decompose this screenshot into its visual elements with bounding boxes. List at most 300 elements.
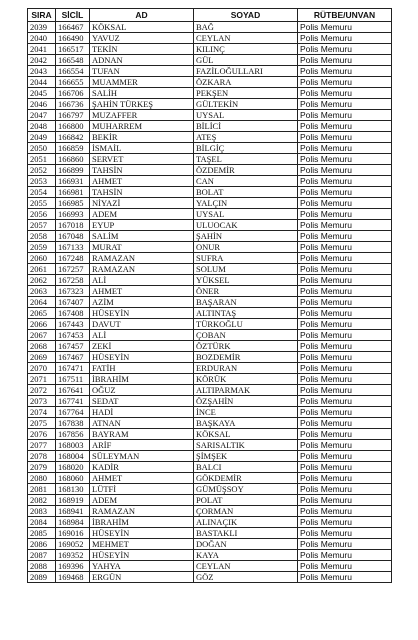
cell-ad: MUAMMER bbox=[90, 77, 194, 88]
cell-rutbe: Polis Memuru bbox=[298, 176, 392, 187]
cell-sicil: 167764 bbox=[56, 407, 90, 418]
cell-sira: 2078 bbox=[28, 451, 56, 462]
table-row bbox=[28, 286, 392, 297]
cell-ad: MUZAFFER bbox=[90, 110, 194, 121]
table-row bbox=[28, 110, 392, 121]
cell-ad: ZEKİ bbox=[90, 341, 194, 352]
cell-rutbe: Polis Memuru bbox=[298, 22, 392, 33]
cell-rutbe: Polis Memuru bbox=[298, 121, 392, 132]
table-row bbox=[28, 275, 392, 286]
cell-sicil: 168004 bbox=[56, 451, 90, 462]
cell-sira: 2048 bbox=[28, 121, 56, 132]
cell-soyad: SOLUM bbox=[194, 264, 298, 275]
cell-ad: ADEM bbox=[90, 209, 194, 220]
cell-sira: 2071 bbox=[28, 374, 56, 385]
cell-rutbe: Polis Memuru bbox=[298, 363, 392, 374]
table-row bbox=[28, 341, 392, 352]
cell-rutbe: Polis Memuru bbox=[298, 572, 392, 583]
table-row bbox=[28, 44, 392, 55]
cell-rutbe: Polis Memuru bbox=[298, 330, 392, 341]
cell-sicil: 167258 bbox=[56, 275, 90, 286]
table-row bbox=[28, 539, 392, 550]
cell-rutbe: Polis Memuru bbox=[298, 242, 392, 253]
cell-soyad: GÜL bbox=[194, 55, 298, 66]
cell-sira: 2044 bbox=[28, 77, 56, 88]
table-row bbox=[28, 55, 392, 66]
cell-sira: 2053 bbox=[28, 176, 56, 187]
cell-sicil: 167641 bbox=[56, 385, 90, 396]
cell-rutbe: Polis Memuru bbox=[298, 539, 392, 550]
cell-soyad: BİLİCİ bbox=[194, 121, 298, 132]
cell-sira: 2047 bbox=[28, 110, 56, 121]
cell-ad: ALİ bbox=[90, 330, 194, 341]
cell-rutbe: Polis Memuru bbox=[298, 33, 392, 44]
table-row bbox=[28, 297, 392, 308]
cell-rutbe: Polis Memuru bbox=[298, 286, 392, 297]
cell-rutbe: Polis Memuru bbox=[298, 473, 392, 484]
cell-ad: MURAT bbox=[90, 242, 194, 253]
cell-ad: TUFAN bbox=[90, 66, 194, 77]
cell-soyad: GÜLTEKİN bbox=[194, 99, 298, 110]
cell-soyad: BOZDEMİR bbox=[194, 352, 298, 363]
table-row bbox=[28, 308, 392, 319]
cell-ad: SERVET bbox=[90, 154, 194, 165]
cell-sicil: 169016 bbox=[56, 528, 90, 539]
cell-ad: LÜTFİ bbox=[90, 484, 194, 495]
table-row bbox=[28, 187, 392, 198]
cell-ad: RAMAZAN bbox=[90, 506, 194, 517]
cell-rutbe: Polis Memuru bbox=[298, 132, 392, 143]
table-row bbox=[28, 154, 392, 165]
cell-sira: 2054 bbox=[28, 187, 56, 198]
header-ad: AD bbox=[90, 9, 194, 22]
table-row bbox=[28, 220, 392, 231]
table-row bbox=[28, 440, 392, 451]
cell-sira: 2065 bbox=[28, 308, 56, 319]
cell-rutbe: Polis Memuru bbox=[298, 506, 392, 517]
cell-soyad: ONUR bbox=[194, 242, 298, 253]
cell-sira: 2089 bbox=[28, 572, 56, 583]
cell-sira: 2080 bbox=[28, 473, 56, 484]
cell-rutbe: Polis Memuru bbox=[298, 528, 392, 539]
cell-ad: BAYRAM bbox=[90, 429, 194, 440]
cell-soyad: BOLAT bbox=[194, 187, 298, 198]
cell-rutbe: Polis Memuru bbox=[298, 418, 392, 429]
cell-rutbe: Polis Memuru bbox=[298, 440, 392, 451]
cell-sira: 2072 bbox=[28, 385, 56, 396]
cell-ad: RAMAZAN bbox=[90, 264, 194, 275]
table-row bbox=[28, 429, 392, 440]
header-sicil: SİCİL bbox=[56, 9, 90, 22]
table-row bbox=[28, 165, 392, 176]
cell-ad: ADEM bbox=[90, 495, 194, 506]
cell-sira: 2041 bbox=[28, 44, 56, 55]
cell-soyad: CEYLAN bbox=[194, 33, 298, 44]
table-row bbox=[28, 473, 392, 484]
cell-soyad: ÖZDEMİR bbox=[194, 165, 298, 176]
table-row bbox=[28, 121, 392, 132]
cell-soyad: ÖZKARA bbox=[194, 77, 298, 88]
cell-rutbe: Polis Memuru bbox=[298, 550, 392, 561]
table-row bbox=[28, 495, 392, 506]
cell-rutbe: Polis Memuru bbox=[298, 44, 392, 55]
cell-sicil: 166517 bbox=[56, 44, 90, 55]
table-row bbox=[28, 231, 392, 242]
table-row bbox=[28, 242, 392, 253]
cell-sicil: 166736 bbox=[56, 99, 90, 110]
cell-soyad: SARISALTIK bbox=[194, 440, 298, 451]
table-row bbox=[28, 385, 392, 396]
cell-ad: TEKİN bbox=[90, 44, 194, 55]
cell-rutbe: Polis Memuru bbox=[298, 187, 392, 198]
cell-ad: YAVUZ bbox=[90, 33, 194, 44]
cell-ad: HÜSEYİN bbox=[90, 352, 194, 363]
cell-ad: HÜSEYİN bbox=[90, 550, 194, 561]
table-row bbox=[28, 363, 392, 374]
table-row bbox=[28, 66, 392, 77]
cell-ad: İSMAİL bbox=[90, 143, 194, 154]
table-header-row bbox=[28, 9, 392, 22]
cell-ad: SALİM bbox=[90, 231, 194, 242]
cell-soyad: BAŞKAYA bbox=[194, 418, 298, 429]
cell-sicil: 169052 bbox=[56, 539, 90, 550]
cell-soyad: TÜRKOĞLU bbox=[194, 319, 298, 330]
cell-sicil: 166554 bbox=[56, 66, 90, 77]
cell-sicil: 167048 bbox=[56, 231, 90, 242]
cell-sicil: 168941 bbox=[56, 506, 90, 517]
table-row bbox=[28, 198, 392, 209]
cell-ad: HÜSEYİN bbox=[90, 308, 194, 319]
cell-sira: 2067 bbox=[28, 330, 56, 341]
personnel-table bbox=[27, 8, 392, 583]
cell-soyad: GÜMÜŞSOY bbox=[194, 484, 298, 495]
cell-ad: SÜLEYMAN bbox=[90, 451, 194, 462]
cell-rutbe: Polis Memuru bbox=[298, 396, 392, 407]
cell-rutbe: Polis Memuru bbox=[298, 77, 392, 88]
cell-sicil: 167018 bbox=[56, 220, 90, 231]
cell-soyad: FAZİLOĞULLARI bbox=[194, 66, 298, 77]
table-row bbox=[28, 77, 392, 88]
cell-ad: ERGÜN bbox=[90, 572, 194, 583]
cell-sicil: 167838 bbox=[56, 418, 90, 429]
cell-sicil: 167257 bbox=[56, 264, 90, 275]
cell-sira: 2066 bbox=[28, 319, 56, 330]
table-row bbox=[28, 209, 392, 220]
cell-ad: OĞUZ bbox=[90, 385, 194, 396]
cell-ad: EYUP bbox=[90, 220, 194, 231]
cell-rutbe: Polis Memuru bbox=[298, 231, 392, 242]
cell-soyad: SUFRA bbox=[194, 253, 298, 264]
cell-rutbe: Polis Memuru bbox=[298, 407, 392, 418]
cell-ad: ŞAHİN TÜRKEŞ bbox=[90, 99, 194, 110]
cell-sicil: 167471 bbox=[56, 363, 90, 374]
cell-sicil: 168130 bbox=[56, 484, 90, 495]
cell-ad: HADİ bbox=[90, 407, 194, 418]
cell-soyad: ÖZTÜRK bbox=[194, 341, 298, 352]
cell-sira: 2040 bbox=[28, 33, 56, 44]
cell-sira: 2083 bbox=[28, 506, 56, 517]
cell-sicil: 167741 bbox=[56, 396, 90, 407]
cell-sira: 2050 bbox=[28, 143, 56, 154]
cell-sicil: 166899 bbox=[56, 165, 90, 176]
table-row bbox=[28, 176, 392, 187]
cell-soyad: ALINAÇIK bbox=[194, 517, 298, 528]
cell-soyad: ŞAHİN bbox=[194, 231, 298, 242]
table-row bbox=[28, 462, 392, 473]
cell-soyad: CEYLAN bbox=[194, 561, 298, 572]
cell-sicil: 166985 bbox=[56, 198, 90, 209]
cell-sira: 2068 bbox=[28, 341, 56, 352]
cell-soyad: BİLGİÇ bbox=[194, 143, 298, 154]
table-row bbox=[28, 22, 392, 33]
cell-soyad: UYSAL bbox=[194, 209, 298, 220]
cell-sicil: 166548 bbox=[56, 55, 90, 66]
cell-soyad: CAN bbox=[194, 176, 298, 187]
table-row bbox=[28, 418, 392, 429]
table-body bbox=[28, 22, 392, 583]
cell-sira: 2086 bbox=[28, 539, 56, 550]
cell-rutbe: Polis Memuru bbox=[298, 264, 392, 275]
cell-ad: SALİH bbox=[90, 88, 194, 99]
cell-ad: MUHARREM bbox=[90, 121, 194, 132]
cell-rutbe: Polis Memuru bbox=[298, 561, 392, 572]
cell-sira: 2070 bbox=[28, 363, 56, 374]
cell-soyad: KILINÇ bbox=[194, 44, 298, 55]
cell-sicil: 167856 bbox=[56, 429, 90, 440]
cell-ad: AHMET bbox=[90, 286, 194, 297]
cell-ad: AZİM bbox=[90, 297, 194, 308]
cell-sira: 2084 bbox=[28, 517, 56, 528]
cell-sira: 2082 bbox=[28, 495, 56, 506]
cell-sira: 2052 bbox=[28, 165, 56, 176]
cell-sicil: 166993 bbox=[56, 209, 90, 220]
table-row bbox=[28, 143, 392, 154]
cell-sicil: 166981 bbox=[56, 187, 90, 198]
cell-rutbe: Polis Memuru bbox=[298, 308, 392, 319]
cell-rutbe: Polis Memuru bbox=[298, 451, 392, 462]
cell-soyad: İNCE bbox=[194, 407, 298, 418]
cell-soyad: ALTIPARMAK bbox=[194, 385, 298, 396]
cell-sira: 2043 bbox=[28, 66, 56, 77]
cell-rutbe: Polis Memuru bbox=[298, 198, 392, 209]
cell-soyad: PEKŞEN bbox=[194, 88, 298, 99]
cell-soyad: BASTAKLI bbox=[194, 528, 298, 539]
cell-sicil: 167248 bbox=[56, 253, 90, 264]
cell-soyad: KÖKSAL bbox=[194, 429, 298, 440]
cell-rutbe: Polis Memuru bbox=[298, 484, 392, 495]
cell-ad: İBRAHİM bbox=[90, 517, 194, 528]
cell-soyad: BAŞARAN bbox=[194, 297, 298, 308]
cell-rutbe: Polis Memuru bbox=[298, 319, 392, 330]
cell-sicil: 167407 bbox=[56, 297, 90, 308]
cell-sicil: 168060 bbox=[56, 473, 90, 484]
cell-sira: 2060 bbox=[28, 253, 56, 264]
cell-soyad: ÇORMAN bbox=[194, 506, 298, 517]
cell-soyad: ÖNER bbox=[194, 286, 298, 297]
cell-sira: 2069 bbox=[28, 352, 56, 363]
cell-sira: 2046 bbox=[28, 99, 56, 110]
cell-sira: 2039 bbox=[28, 22, 56, 33]
cell-soyad: KAYA bbox=[194, 550, 298, 561]
cell-ad: ATNAN bbox=[90, 418, 194, 429]
cell-sira: 2063 bbox=[28, 286, 56, 297]
cell-sira: 2059 bbox=[28, 242, 56, 253]
cell-ad: SEDAT bbox=[90, 396, 194, 407]
table-row bbox=[28, 396, 392, 407]
cell-rutbe: Polis Memuru bbox=[298, 253, 392, 264]
table-row bbox=[28, 561, 392, 572]
table-row bbox=[28, 374, 392, 385]
table-row bbox=[28, 253, 392, 264]
cell-sicil: 166706 bbox=[56, 88, 90, 99]
cell-sicil: 166655 bbox=[56, 77, 90, 88]
cell-sicil: 166797 bbox=[56, 110, 90, 121]
cell-rutbe: Polis Memuru bbox=[298, 297, 392, 308]
cell-rutbe: Polis Memuru bbox=[298, 66, 392, 77]
cell-soyad: ŞİMŞEK bbox=[194, 451, 298, 462]
cell-soyad: BALCI bbox=[194, 462, 298, 473]
cell-sira: 2042 bbox=[28, 55, 56, 66]
cell-ad: İBRAHİM bbox=[90, 374, 194, 385]
cell-sira: 2077 bbox=[28, 440, 56, 451]
cell-sicil: 166931 bbox=[56, 176, 90, 187]
table-row bbox=[28, 352, 392, 363]
cell-ad: NİYAZİ bbox=[90, 198, 194, 209]
cell-soyad: YÜKSEL bbox=[194, 275, 298, 286]
cell-soyad: ÖZŞAHİN bbox=[194, 396, 298, 407]
cell-soyad: ERDURAN bbox=[194, 363, 298, 374]
cell-rutbe: Polis Memuru bbox=[298, 220, 392, 231]
cell-sicil: 167453 bbox=[56, 330, 90, 341]
table-row bbox=[28, 33, 392, 44]
cell-rutbe: Polis Memuru bbox=[298, 275, 392, 286]
cell-sicil: 169396 bbox=[56, 561, 90, 572]
cell-rutbe: Polis Memuru bbox=[298, 495, 392, 506]
cell-ad: AHMET bbox=[90, 473, 194, 484]
table-row bbox=[28, 550, 392, 561]
cell-soyad: ATEŞ bbox=[194, 132, 298, 143]
table-row bbox=[28, 88, 392, 99]
cell-sira: 2074 bbox=[28, 407, 56, 418]
cell-sira: 2049 bbox=[28, 132, 56, 143]
cell-sira: 2056 bbox=[28, 209, 56, 220]
cell-soyad: GÖKDEMİR bbox=[194, 473, 298, 484]
cell-sicil: 166490 bbox=[56, 33, 90, 44]
cell-ad: KÖKSAL bbox=[90, 22, 194, 33]
cell-soyad: BAĞ bbox=[194, 22, 298, 33]
cell-ad: FATİH bbox=[90, 363, 194, 374]
cell-rutbe: Polis Memuru bbox=[298, 429, 392, 440]
cell-sira: 2079 bbox=[28, 462, 56, 473]
cell-soyad: TAŞEL bbox=[194, 154, 298, 165]
cell-soyad: POLAT bbox=[194, 495, 298, 506]
cell-sira: 2057 bbox=[28, 220, 56, 231]
cell-ad: DAVUT bbox=[90, 319, 194, 330]
cell-rutbe: Polis Memuru bbox=[298, 88, 392, 99]
table-row bbox=[28, 451, 392, 462]
cell-sicil: 167443 bbox=[56, 319, 90, 330]
cell-soyad: KÖRÜK bbox=[194, 374, 298, 385]
cell-ad: YAHYA bbox=[90, 561, 194, 572]
cell-sicil: 166842 bbox=[56, 132, 90, 143]
cell-rutbe: Polis Memuru bbox=[298, 99, 392, 110]
table-row bbox=[28, 132, 392, 143]
table-row bbox=[28, 319, 392, 330]
cell-sicil: 166860 bbox=[56, 154, 90, 165]
cell-sira: 2075 bbox=[28, 418, 56, 429]
cell-rutbe: Polis Memuru bbox=[298, 55, 392, 66]
table-row bbox=[28, 506, 392, 517]
header-soyad: SOYAD bbox=[194, 9, 298, 22]
cell-sicil: 169468 bbox=[56, 572, 90, 583]
header-rutbe: RÜTBE/UNVAN bbox=[298, 9, 392, 22]
cell-sira: 2073 bbox=[28, 396, 56, 407]
cell-sira: 2051 bbox=[28, 154, 56, 165]
cell-ad: HÜSEYİN bbox=[90, 528, 194, 539]
cell-soyad: ÇOBAN bbox=[194, 330, 298, 341]
cell-sira: 2045 bbox=[28, 88, 56, 99]
cell-sicil: 168003 bbox=[56, 440, 90, 451]
table-row bbox=[28, 572, 392, 583]
cell-sicil: 167408 bbox=[56, 308, 90, 319]
cell-ad: ADNAN bbox=[90, 55, 194, 66]
cell-soyad: DOĞAN bbox=[194, 539, 298, 550]
cell-ad: ARİF bbox=[90, 440, 194, 451]
cell-ad: TAHSİN bbox=[90, 187, 194, 198]
cell-sira: 2061 bbox=[28, 264, 56, 275]
cell-sicil: 167457 bbox=[56, 341, 90, 352]
cell-rutbe: Polis Memuru bbox=[298, 143, 392, 154]
cell-sicil: 169352 bbox=[56, 550, 90, 561]
cell-rutbe: Polis Memuru bbox=[298, 154, 392, 165]
cell-sicil: 166859 bbox=[56, 143, 90, 154]
cell-soyad: ULUOCAK bbox=[194, 220, 298, 231]
cell-sicil: 168919 bbox=[56, 495, 90, 506]
table-row bbox=[28, 484, 392, 495]
table-row bbox=[28, 528, 392, 539]
cell-sicil: 166800 bbox=[56, 121, 90, 132]
cell-ad: BEKİR bbox=[90, 132, 194, 143]
table-row bbox=[28, 517, 392, 528]
cell-ad: KADİR bbox=[90, 462, 194, 473]
cell-rutbe: Polis Memuru bbox=[298, 165, 392, 176]
cell-rutbe: Polis Memuru bbox=[298, 517, 392, 528]
cell-rutbe: Polis Memuru bbox=[298, 209, 392, 220]
cell-sira: 2076 bbox=[28, 429, 56, 440]
cell-sicil: 167133 bbox=[56, 242, 90, 253]
cell-soyad: GÖZ bbox=[194, 572, 298, 583]
cell-sicil: 167323 bbox=[56, 286, 90, 297]
cell-rutbe: Polis Memuru bbox=[298, 110, 392, 121]
cell-ad: MEHMET bbox=[90, 539, 194, 550]
cell-rutbe: Polis Memuru bbox=[298, 385, 392, 396]
cell-soyad: ALTINTAŞ bbox=[194, 308, 298, 319]
cell-sira: 2058 bbox=[28, 231, 56, 242]
cell-sicil: 167511 bbox=[56, 374, 90, 385]
cell-sira: 2085 bbox=[28, 528, 56, 539]
cell-ad: ALİ bbox=[90, 275, 194, 286]
cell-ad: TAHSİN bbox=[90, 165, 194, 176]
cell-rutbe: Polis Memuru bbox=[298, 374, 392, 385]
cell-sicil: 166467 bbox=[56, 22, 90, 33]
cell-soyad: YALÇIN bbox=[194, 198, 298, 209]
cell-sira: 2064 bbox=[28, 297, 56, 308]
cell-sicil: 168984 bbox=[56, 517, 90, 528]
table-row bbox=[28, 407, 392, 418]
header-sira: SIRA bbox=[28, 9, 56, 22]
cell-sicil: 168020 bbox=[56, 462, 90, 473]
table-row bbox=[28, 99, 392, 110]
